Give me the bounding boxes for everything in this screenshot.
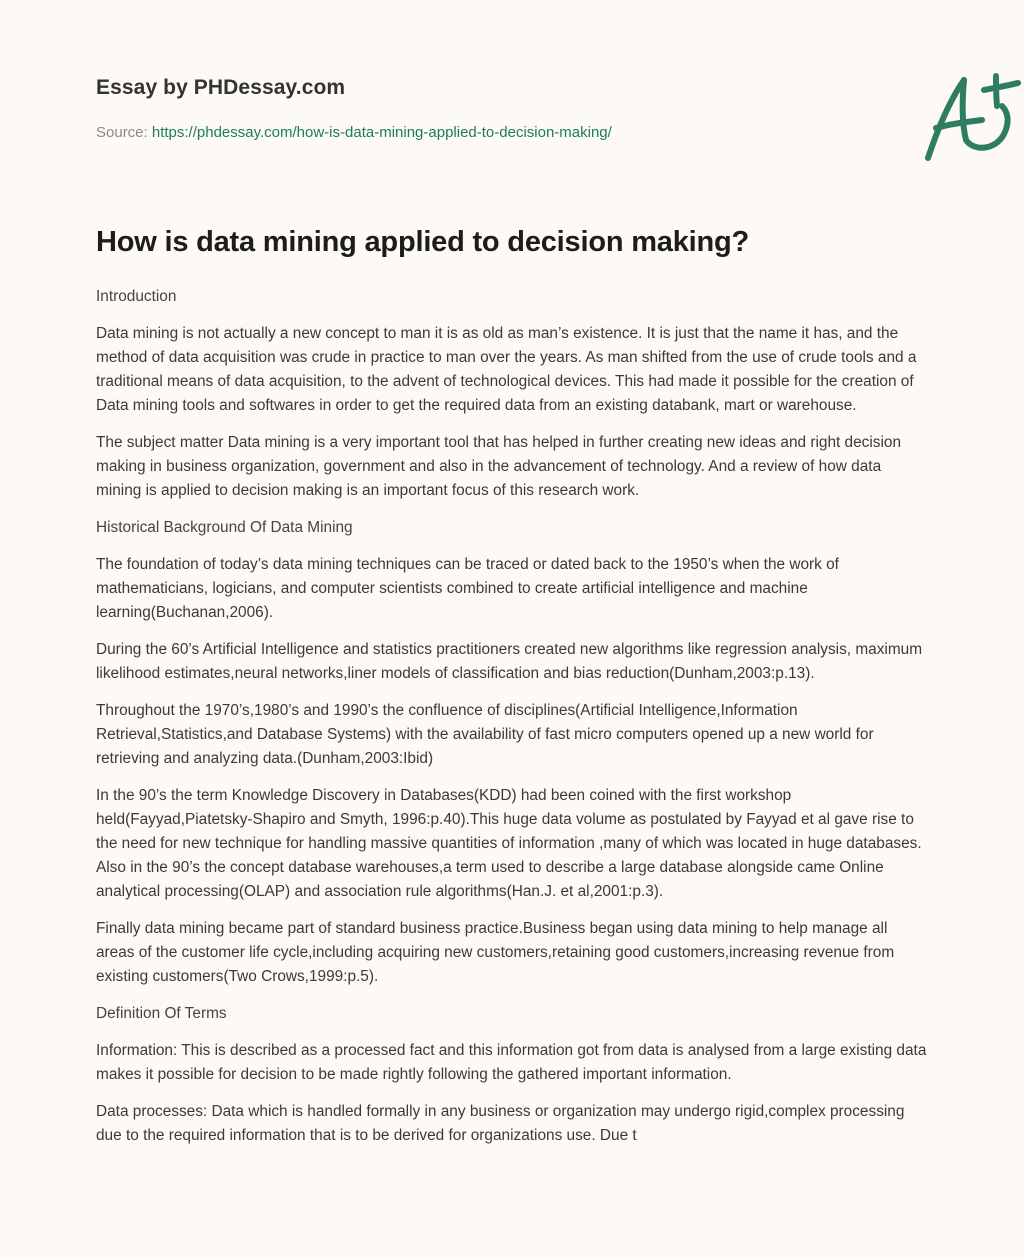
section-heading-historical-background: Historical Background Of Data Mining (96, 519, 353, 536)
paragraph: The foundation of today’s data mining techniques can be traced or dated back to the 1950’s when the work of mathematicians, logicians, and computer scientists combined to create artificial intelligence and machine learning(Buchanan,2006). (96, 556, 839, 621)
paragraph: Data processes: Data which is handled formally in any business or organization may undergo rigid,complex processing due to the required information that is to be derived for organizations use. Due t (96, 1103, 905, 1144)
paragraph: During the 60’s Artificial Intelligence and statistics practitioners created new algorithms like regression analysis, maximum likelihood estimates,neural networks,liner models of classification and bias reduction(Dunham,2003:p.13). (96, 641, 923, 682)
article-body (96, 285, 928, 1161)
source-line (96, 124, 612, 141)
a-plus-grade-icon (916, 66, 1024, 166)
paragraph: In the 90’s the term Knowledge Discovery in Databases(KDD) had been coined with the first workshop held(Fayyad,Piatetsky-Shapiro and Smyth, 1996:p.40).This huge data volume as postulated by Fayyad et al gave rise to the need for new technique for handling massive quantities of information ,many of which was located in huge databases. Also in the 90’s the concept database warehouses,a term used to describe a large database alongside came Online analytical processing(OLAP) and association rule algorithms(Han.J. et al,2001:p.3). (96, 787, 922, 900)
paragraph: Information: This is described as a processed fact and this information got from data is analysed from a large existing data makes it possible for decision to be made rightly following the gathered important information. (96, 1042, 927, 1083)
paragraph: Data mining is not actually a new concept to man it is as old as man’s existence. It is just that the name it has, and the method of data acquisition was crude in practice to man over the years. As man shifted from the use of crude tools and a traditional means of data acquisition, to the advent of technological devices. This had made it possible for the creation of Data mining tools and softwares in order to get the required data from an existing databank, mart or warehouse. (96, 325, 917, 414)
source-link[interactable]: https://phdessay.com/how-is-data-mining-applied-to-decision-making/ (151, 124, 612, 141)
source-label: Source: (96, 124, 148, 141)
brand-title: Essay by PHDessay.com (96, 76, 346, 99)
paragraph: The subject matter Data mining is a very important tool that has helped in further creating new ideas and right decision making in business organization, government and also in the advancement of technology. And a review of how data mining is applied to decision making is an important focus of this research work. (96, 434, 902, 499)
article-title: How is data mining applied to decision making? (96, 226, 750, 258)
section-heading-definition-of-terms: Definition Of Terms (96, 1005, 227, 1022)
paragraph: Throughout the 1970’s,1980’s and 1990’s the confluence of disciplines(Artificial Intelligence,Information Retrieval,Statistics,and Database Systems) with the availability of fast micro computers opened up a new world for retrieving and analyzing data.(Dunham,2003:Ibid) (96, 702, 874, 767)
paragraph: Finally data mining became part of standard business practice.Business began using data mining to help manage all areas of the customer life cycle,including acquiring new customers,retaining good customers,increasing revenue from existing customers(Two Crows,1999:p.5). (96, 920, 895, 985)
section-heading-introduction: Introduction (96, 288, 177, 305)
